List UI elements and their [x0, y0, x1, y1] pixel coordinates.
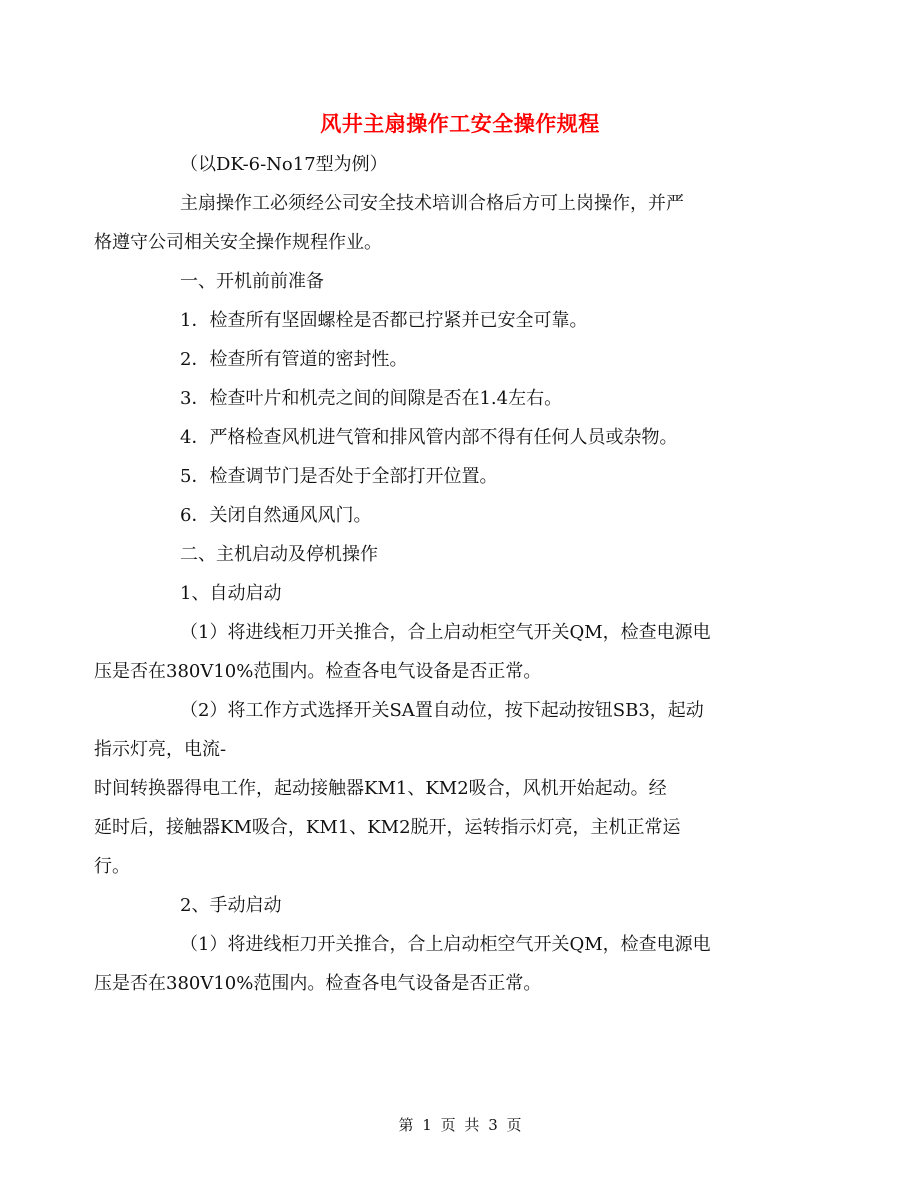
footer-label-unit: 页 — [440, 1116, 456, 1134]
document-body — [94, 145, 787, 1003]
footer-label-unit2: 页 — [506, 1116, 522, 1134]
paragraph-step — [94, 613, 787, 691]
subsection-heading — [137, 886, 787, 925]
section-heading — [137, 262, 787, 301]
page-footer — [0, 1114, 920, 1136]
text-line: 格遵守公司相关安全操作规程作业。 — [94, 232, 382, 253]
text-line: 时间转换器得电工作，起动接触器KM1、KM2吸合，风机开始起动。经 — [94, 778, 667, 799]
text-line: 2．检查所有管道的密封性。 — [180, 349, 408, 370]
text-line: 二、主机启动及停机操作 — [180, 544, 378, 565]
paragraph-intro — [94, 184, 787, 262]
list-item — [137, 457, 787, 496]
text-line: 5．检查调节门是否处于全部打开位置。 — [180, 466, 498, 487]
text-line: 6．关闭自然通风风门。 — [180, 505, 372, 526]
text-line: （1）将进线柜刀开关推合，合上启动柜空气开关QM，检查电源电 — [180, 934, 711, 955]
paragraph-example-note — [137, 145, 787, 184]
section-heading — [137, 535, 787, 574]
footer-total-pages: 3 — [488, 1116, 498, 1134]
document-title: 风井主扇操作工安全操作规程 — [320, 111, 600, 136]
list-item — [137, 340, 787, 379]
text-line: 主扇操作工必须经公司安全技术培训合格后方可上岗操作，并严 — [180, 193, 684, 214]
text-line: 3．检查叶片和机壳之间的间隙是否在1.4左右。 — [180, 388, 563, 409]
text-line: 2、手动启动 — [180, 895, 282, 916]
list-item — [137, 379, 787, 418]
text-line: 行。 — [94, 856, 130, 877]
text-line: 1．检查所有坚固螺栓是否都已拧紧并已安全可靠。 — [180, 310, 588, 331]
text-line: 压是否在380V10%范围内。检查各电气设备是否正常。 — [94, 661, 542, 682]
list-item — [137, 418, 787, 457]
text-line: （2）将工作方式选择开关SA置自动位，按下起动按钮SB3，起动 — [180, 700, 704, 721]
list-item — [137, 496, 787, 535]
text-line: 4．严格检查风机进气管和排风管内部不得有任何人员或杂物。 — [180, 427, 678, 448]
text-line: （以DK-6-No17型为例） — [180, 154, 388, 175]
text-line: 1、自动启动 — [180, 583, 282, 604]
list-item — [137, 301, 787, 340]
paragraph-step — [94, 691, 787, 886]
text-line: （1）将进线柜刀开关推合，合上启动柜空气开关QM，检查电源电 — [180, 622, 711, 643]
subsection-heading — [137, 574, 787, 613]
footer-label-page: 第 — [398, 1116, 414, 1134]
text-line: 延时后，接触器KM吸合，KM1、KM2脱开，运转指示灯亮，主机正常运 — [94, 817, 681, 838]
paragraph-step — [94, 925, 787, 1003]
text-line: 指示灯亮，电流- — [94, 739, 227, 760]
footer-current-page: 1 — [422, 1116, 432, 1134]
text-line: 压是否在380V10%范围内。检查各电气设备是否正常。 — [94, 973, 542, 994]
footer-label-total: 共 — [464, 1116, 480, 1134]
text-line: 一、开机前前准备 — [180, 271, 324, 292]
